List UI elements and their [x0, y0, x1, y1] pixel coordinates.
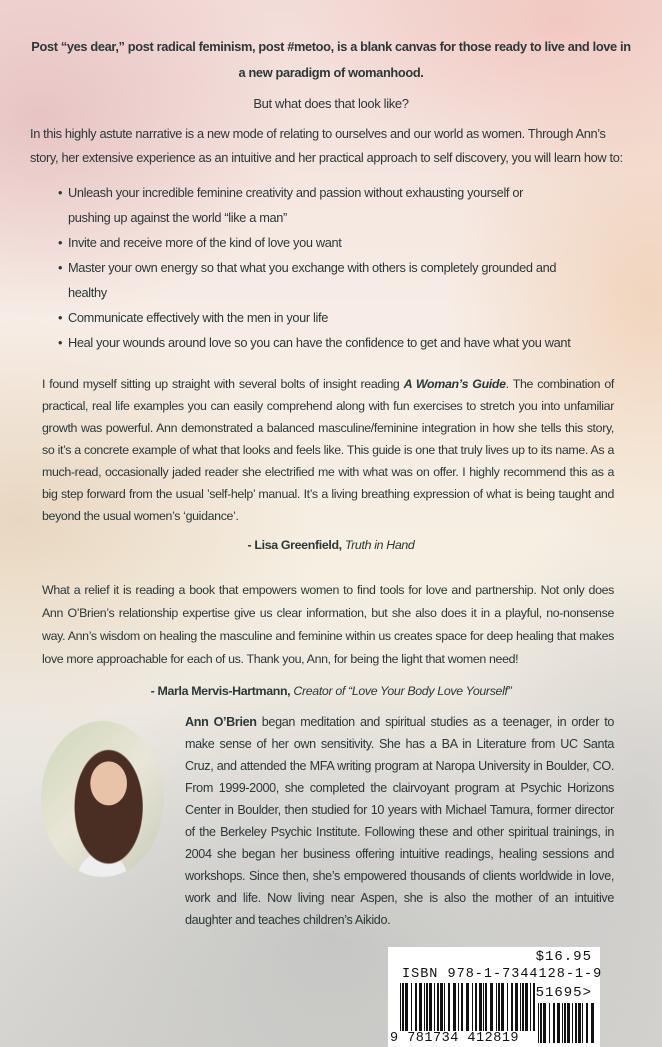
isbn-number: ISBN 978-1-7344128-1-9 — [402, 967, 603, 982]
barcode-bar — [540, 1003, 542, 1043]
testimonial-1 — [42, 373, 614, 527]
benefits-list — [58, 180, 632, 355]
addon-code: 51695> — [535, 985, 592, 1001]
barcode-bar — [543, 1003, 546, 1043]
barcode-bar — [444, 983, 445, 1031]
testimonial-1-attribution — [30, 535, 632, 555]
barcode-bar — [466, 983, 469, 1031]
barcode-bar — [511, 983, 513, 1031]
author-bio-text: began meditation and spiritual studies as a teenager, in order to make sense of her own sensitivity. She has a BA in Literature from UC Santa Cruz, and attended the MFA writing program at Naropa University in Boulder, CO. From 1999-2000, she completed the clairvoyant program at Psychic Horizons Center in Boulder, then studied for 10 years with Michael Tamura, former director of the Berkeley Psychic Institute. Following these and other spiritual trainings, in 2004 she began her business offering intuitive readings, healing sessions and workshops. Since then, she’s empowered thousands of clients worldwide in love, work and life. Now living near Aspen, she is also the mother of an intuitive daughter and teaches children’s Aikido. — [185, 715, 614, 927]
author-bio — [185, 711, 614, 931]
bullet-item: • Heal your wounds around love so you can have the confidence to get and have what you want — [58, 330, 632, 355]
question: But what does that look like? — [253, 96, 409, 111]
barcode-bar — [557, 1003, 560, 1043]
barcode-bar — [496, 983, 497, 1031]
testimonial-1-text: I found myself sitting up straight with several bolts of insight reading — [42, 377, 404, 391]
barcode-bar — [520, 983, 521, 1031]
testimonial-2-author: - Marla Mervis-Hartmann, — [150, 684, 291, 698]
barcode-bar — [472, 983, 473, 1031]
barcode-bar — [538, 1003, 539, 1043]
barcode-bar — [572, 1003, 573, 1043]
barcode-bar — [530, 983, 531, 1031]
barcode-bar — [515, 983, 518, 1031]
author-section — [30, 711, 632, 931]
barcode-bar — [400, 983, 401, 1031]
barcode-bar — [490, 983, 493, 1031]
testimonial-2: What a relief it is reading a book that empowers women to find tools for love and partnership. Not only does Ann O’Brien’s relationship expertise give us clear information, but she also does it in a playful, no-nonsense way. Ann’s wisdom on healing the masculine and feminine within us creates space for deep healing that makes love more approachable for each of us. Thank you, Ann, for being the light that women need! — [42, 583, 614, 666]
barcode-bar — [411, 983, 412, 1031]
intro-paragraph: In this highly astute narrative is a new mode of relating to ourselves and our world as women. Through Ann’s story, her extensive experience as an intuitive and her practical approach to self discovery, you will learn how to: — [30, 126, 623, 165]
headline: Post “yes dear,” post radical feminism, post #metoo, is a blank canvas for those ready to live and love in a new paradigm of womanhood. — [31, 39, 631, 80]
barcode-bar — [501, 983, 504, 1031]
barcode-bar — [567, 1003, 570, 1043]
barcode-bar — [553, 1003, 555, 1043]
bullet-item: • Unleash your incredible feminine creativity and passion without exhausting yourself or pushing up against the world “like a man” — [58, 180, 568, 230]
bullet-item: • Communicate effectively with the men in your life — [58, 305, 632, 330]
barcode-bar — [564, 1003, 566, 1043]
barcode-bar — [440, 983, 443, 1031]
barcode-bar — [586, 1003, 588, 1043]
testimonial-2-source: Creator of “Love Your Body Love Yourself” — [293, 684, 512, 698]
barcode-bar — [498, 983, 500, 1031]
barcode-bar — [461, 983, 463, 1031]
barcode-bar — [405, 983, 408, 1031]
barcode-bar — [578, 1003, 581, 1043]
price: $16.95 — [535, 949, 592, 965]
barcode-bar — [448, 983, 450, 1031]
barcode-bar — [437, 983, 439, 1031]
barcode-bar — [426, 983, 428, 1031]
author-name: Ann O’Brien — [185, 715, 257, 729]
barcode-bar — [415, 983, 417, 1031]
barcode-bar — [458, 983, 459, 1031]
barcode-bar — [479, 983, 482, 1031]
barcode-bar — [507, 983, 508, 1031]
barcode-bar — [475, 983, 477, 1031]
barcode-bar — [429, 983, 432, 1031]
barcode-bar — [453, 983, 456, 1031]
barcode-bar — [525, 983, 528, 1031]
barcode-digits: 9 781734 412819 — [390, 1031, 520, 1046]
barcode-bar — [522, 983, 524, 1031]
barcode-bar — [402, 983, 404, 1031]
barcode-bar — [424, 983, 425, 1031]
barcode-bar — [419, 983, 422, 1031]
testimonial-1-text-cont: . The combination of practical, real life examples you can easily comprehend along with fun exercises to stretch you into unfamiliar growth was powerful. Ann demonstrated a balanced masculine/feminine integration in how she tells this story, so it’s a concrete example of what that looks and feels like. This guide is one that truly lives up to its name. As a much-read, occasionally jaded reader she electrified me with what was on offer. I highly recommend this as a big step forward from the usual ’self-help’ manual. It’s a living breathing expression of what is being taught and beyond the usual women’s ‘guidance’. — [42, 377, 615, 523]
isbn-barcode — [388, 947, 603, 1047]
author-photo — [41, 721, 164, 877]
book-title: A Woman’s Guide — [403, 377, 506, 391]
bullet-item: • Master your own energy so that what you exchange with others is completely grounded and healthy — [58, 255, 568, 305]
barcode-bar — [483, 983, 484, 1031]
barcode-bar — [575, 1003, 577, 1043]
barcode-bar — [582, 1003, 583, 1043]
barcode-bar — [434, 983, 435, 1031]
barcode-bar — [562, 1003, 563, 1043]
bullet-item: • Invite and receive more of the kind of love you want — [58, 230, 632, 255]
testimonial-1-author: - Lisa Greenfield, — [247, 538, 342, 552]
testimonial-2-attribution — [30, 681, 632, 701]
barcode-bar — [591, 1003, 594, 1043]
testimonial-1-source: Truth in Hand — [344, 538, 415, 552]
barcode-bar — [533, 983, 535, 1031]
barcode-bar — [485, 983, 487, 1031]
barcode-bar — [549, 1003, 550, 1043]
